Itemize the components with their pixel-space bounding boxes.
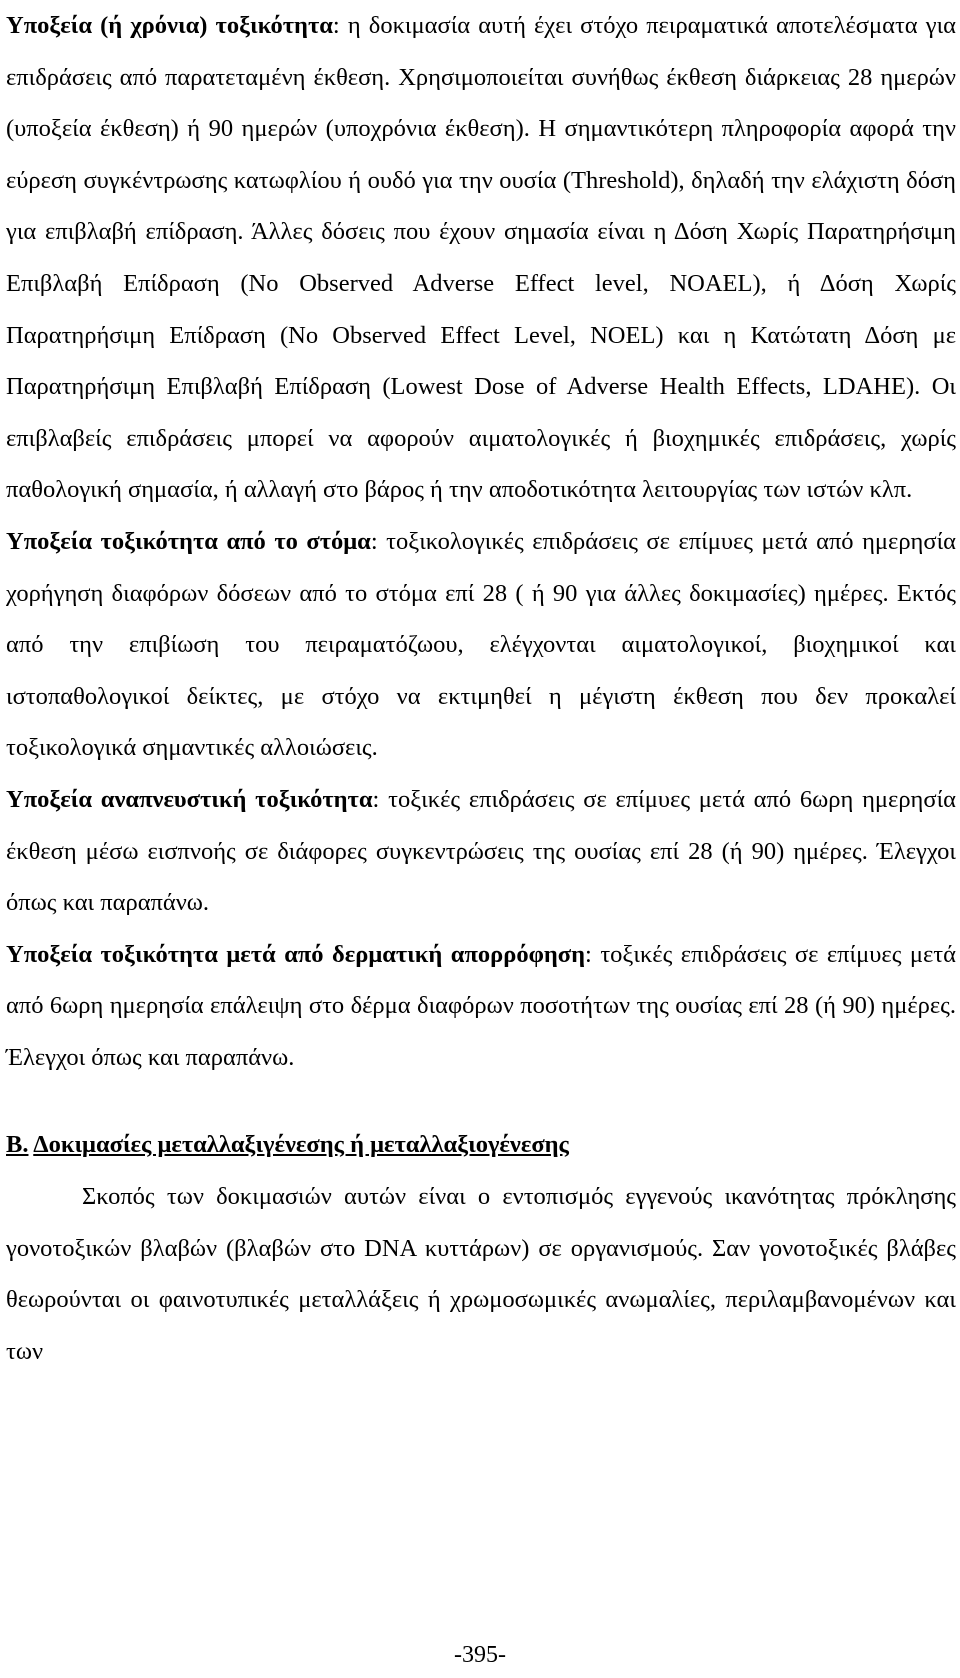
paragraph-subacute-dermal-toxicity xyxy=(6,929,956,1084)
paragraph-body: : η δοκιμασία αυτή έχει στόχο πειραματικά αποτελέσματα για επιδράσεις από παρατεταμένη έκθεση. Χρησιμοποιείται συνήθως έκθεση διάρκειας 28 ημερών (υποξεία έκθεση) ή 90 ημερών (υποχρόνια έκθεση). Η σημαντικότερη πληροφορία αφορά την εύρεση συγκέντρωσης κατωφλίου ή ουδό για την ουσία (Threshold), δηλαδή την ελάχιστη δόση για επιβλαβή επίδραση. Άλλες δόσεις που έχουν σημασία είναι η Δόση Χωρίς Παρατηρήσιμη Επιβλαβή Επίδραση (No Observed Adverse Effect level, NOAEL), ή Δόση Χωρίς Παρατηρήσιμη Επίδραση (No Observed Effect Level, NOEL) και η Κατώτατη Δόση με Παρατηρήσιμη Επιβλαβή Επίδραση (Lowest Dose of Adverse Health Effects, LDAHE). Οι επιβλαβείς επιδράσεις μπορεί να αφορούν αιματολογικές ή βιοχημικές επιδράσεις, χωρίς παθολογική σημασία, ή αλλαγή στο βάρος ή την αποδοτικότητα λειτουργίας των ιστών κλπ. xyxy=(6,12,957,504)
paragraph-body: : τοξικολογικές επιδράσεις σε επίμυες μετά από ημερησία χορήγηση διαφόρων δόσεων από το στόμα επί 28 ( ή 90 για άλλες δοκιμασίες) ημέρες. Εκτός από την επιβίωση του πειραματόζωου, ελέγχονται αιματολογικοί, βιοχημικοί και ιστοπαθολογικοί δείκτες, με στόχο να εκτιμηθεί η μέγιστη έκθεση που δεν προκαλεί τοξικολογικά σημαντικές αλλοιώσεις. xyxy=(6,527,956,762)
paragraph-body: : τοξικές επιδράσεις σε επίμυες μετά από 6ωρη ημερησία έκθεση μέσω εισπνοής σε διάφορες συγκεντρώσεις της ουσίας επί 28 (ή 90) ημέρες. Έλεγχοι όπως και παραπάνω. xyxy=(6,785,956,917)
paragraph-subacute-inhalation-toxicity xyxy=(6,774,956,929)
section-paragraph: Σκοπός των δοκιμασιών αυτών είναι ο εντοπισμός εγγενούς ικανότητας πρόκλησης γονοτοξικών βλαβών (βλαβών στο DNA κυττάρων) σε οργανισμούς. Σαν γονοτοξικές βλάβες θεωρούνται οι φαινοτυπικές μεταλλάξεις ή χρωμοσωμικές ανωμαλίες, περιλαμβανομένων και των xyxy=(6,1183,956,1365)
document-page xyxy=(6,0,956,1377)
section-letter: Β. xyxy=(6,1131,29,1159)
section-title: Δοκιμασίες μεταλλαξιγένεσης ή μεταλλαξιογένεσης xyxy=(33,1131,569,1159)
paragraph-term: Υποξεία (ή χρόνια) τοξικότητα xyxy=(6,12,333,39)
paragraph-term: Υποξεία αναπνευστική τοξικότητα xyxy=(6,785,373,813)
paragraph-subacute-chronic-toxicity xyxy=(6,0,956,516)
paragraph-term: Υποξεία τοξικότητα μετά από δερματική απορρόφηση xyxy=(6,940,586,968)
section-spacer xyxy=(6,1083,956,1119)
paragraph-term: Υποξεία τοξικότητα από το στόμα xyxy=(6,527,371,555)
page-number: -395- xyxy=(454,1642,506,1668)
section-heading xyxy=(6,1119,956,1171)
paragraph-body: : τοξικές επιδράσεις σε επίμυες μετά από 6ωρη ημερησία επάλειψη στο δέρμα διαφόρων ποσοτήτων της ουσίας επί 28 (ή 90) ημέρες. Έλεγχοι όπως και παραπάνω. xyxy=(6,940,956,1071)
paragraph-subacute-oral-toxicity xyxy=(6,516,956,774)
